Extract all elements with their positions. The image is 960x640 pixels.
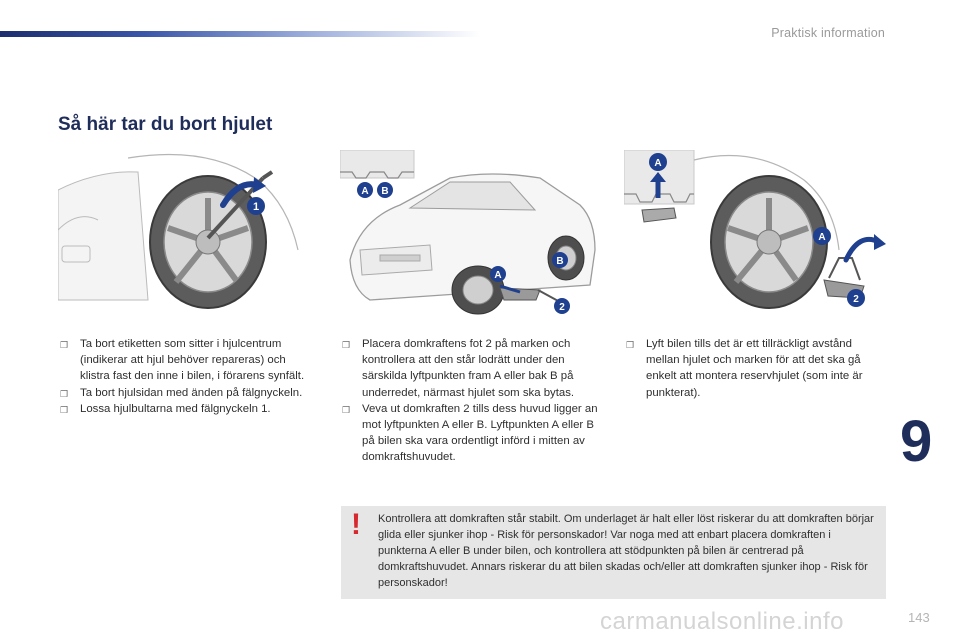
list-item-text: Lyft bilen tills det är ett tillräckligt avstånd mellan hjulet och marken för att det ska gå enkelt att montera reservhjulet (som inte är punkterat). (646, 338, 863, 399)
chapter-number: 9 (900, 409, 933, 474)
callout-b-car-label: B (556, 256, 564, 267)
checkbox-bullet-icon: ❒ (60, 404, 69, 415)
callout-b-top-label: B (381, 186, 389, 197)
list-item (58, 385, 310, 401)
list-item-text: Veva ut domkraften 2 tills dess huvud ligger an mot lyftpunkten A eller B. Lyftpunkten A eller B på bilen ska vara ordentligt införd i mitten av domkraftshuvudet. (362, 402, 598, 464)
callout-1-label: 1 (252, 201, 260, 213)
checkbox-bullet-icon: ❒ (60, 340, 69, 350)
callout-a-detail-label: A (654, 158, 662, 169)
callout-a-jack-label: A (818, 232, 826, 243)
checkbox-bullet-icon: ❒ (342, 340, 351, 350)
list-item-text: Ta bort hjulsidan med änden på fälgnyckeln. (80, 386, 303, 399)
watermark: carmanualsonline.info (600, 608, 844, 635)
callout-2-jack-label: 2 (853, 294, 859, 305)
checkbox-bullet-icon: ❒ (626, 340, 635, 350)
column-right (624, 336, 886, 401)
warning-text: Kontrollera att domkraften står stabilt. Om underlaget är halt eller löst riskerar du att domkraften börjar glida eller sjunker ihop - Risk för personskador! Var noga med att enbart placera domkraften i punkterna A eller B under bilen, och kontrollera att stödpunkten på bilen är centrerad på domkraftshuvudet. Annars riskerar du att bilen skadas och/eller att domkraften sjunker ihop - Risk för personskador! (378, 513, 874, 589)
column-middle (340, 336, 605, 466)
section-title: Praktisk information (771, 26, 885, 40)
checkbox-bullet-icon: ❒ (60, 388, 69, 399)
callout-a-top-label: A (361, 186, 369, 197)
warning-box (341, 506, 886, 599)
checkbox-bullet-icon: ❒ (342, 404, 351, 415)
figure-wheel-wrench (58, 150, 320, 310)
figure-car-jack (340, 150, 602, 320)
page-number: 143 (908, 610, 930, 625)
figure-jack-lift (624, 150, 886, 310)
callout-2-car-label: 2 (559, 302, 565, 313)
column-left (58, 336, 310, 417)
list-item-text: Ta bort etiketten som sitter i hjulcentrum (indikerar att hjul behöver repareras) och klistra fast den inne i bilen, i förarens synfält. (80, 338, 305, 383)
list-item-text: Lossa hjulbultarna med fälgnyckeln 1. (80, 402, 271, 415)
warning-icon: ! (351, 508, 361, 541)
callout-a-car-label: A (494, 270, 502, 281)
page-title: Så här tar du bort hjulet (58, 114, 273, 135)
list-item-text: Placera domkraftens fot 2 på marken och kontrollera att den står lodrätt under den särskilda lyftpunkten fram A eller bak B på underredet, närmast hjulet som ska bytas. (362, 338, 575, 399)
list-item (624, 336, 886, 401)
list-item (58, 401, 310, 417)
list-item (340, 336, 605, 401)
header-bar (0, 31, 480, 37)
list-item (58, 336, 310, 385)
list-item (340, 401, 605, 466)
